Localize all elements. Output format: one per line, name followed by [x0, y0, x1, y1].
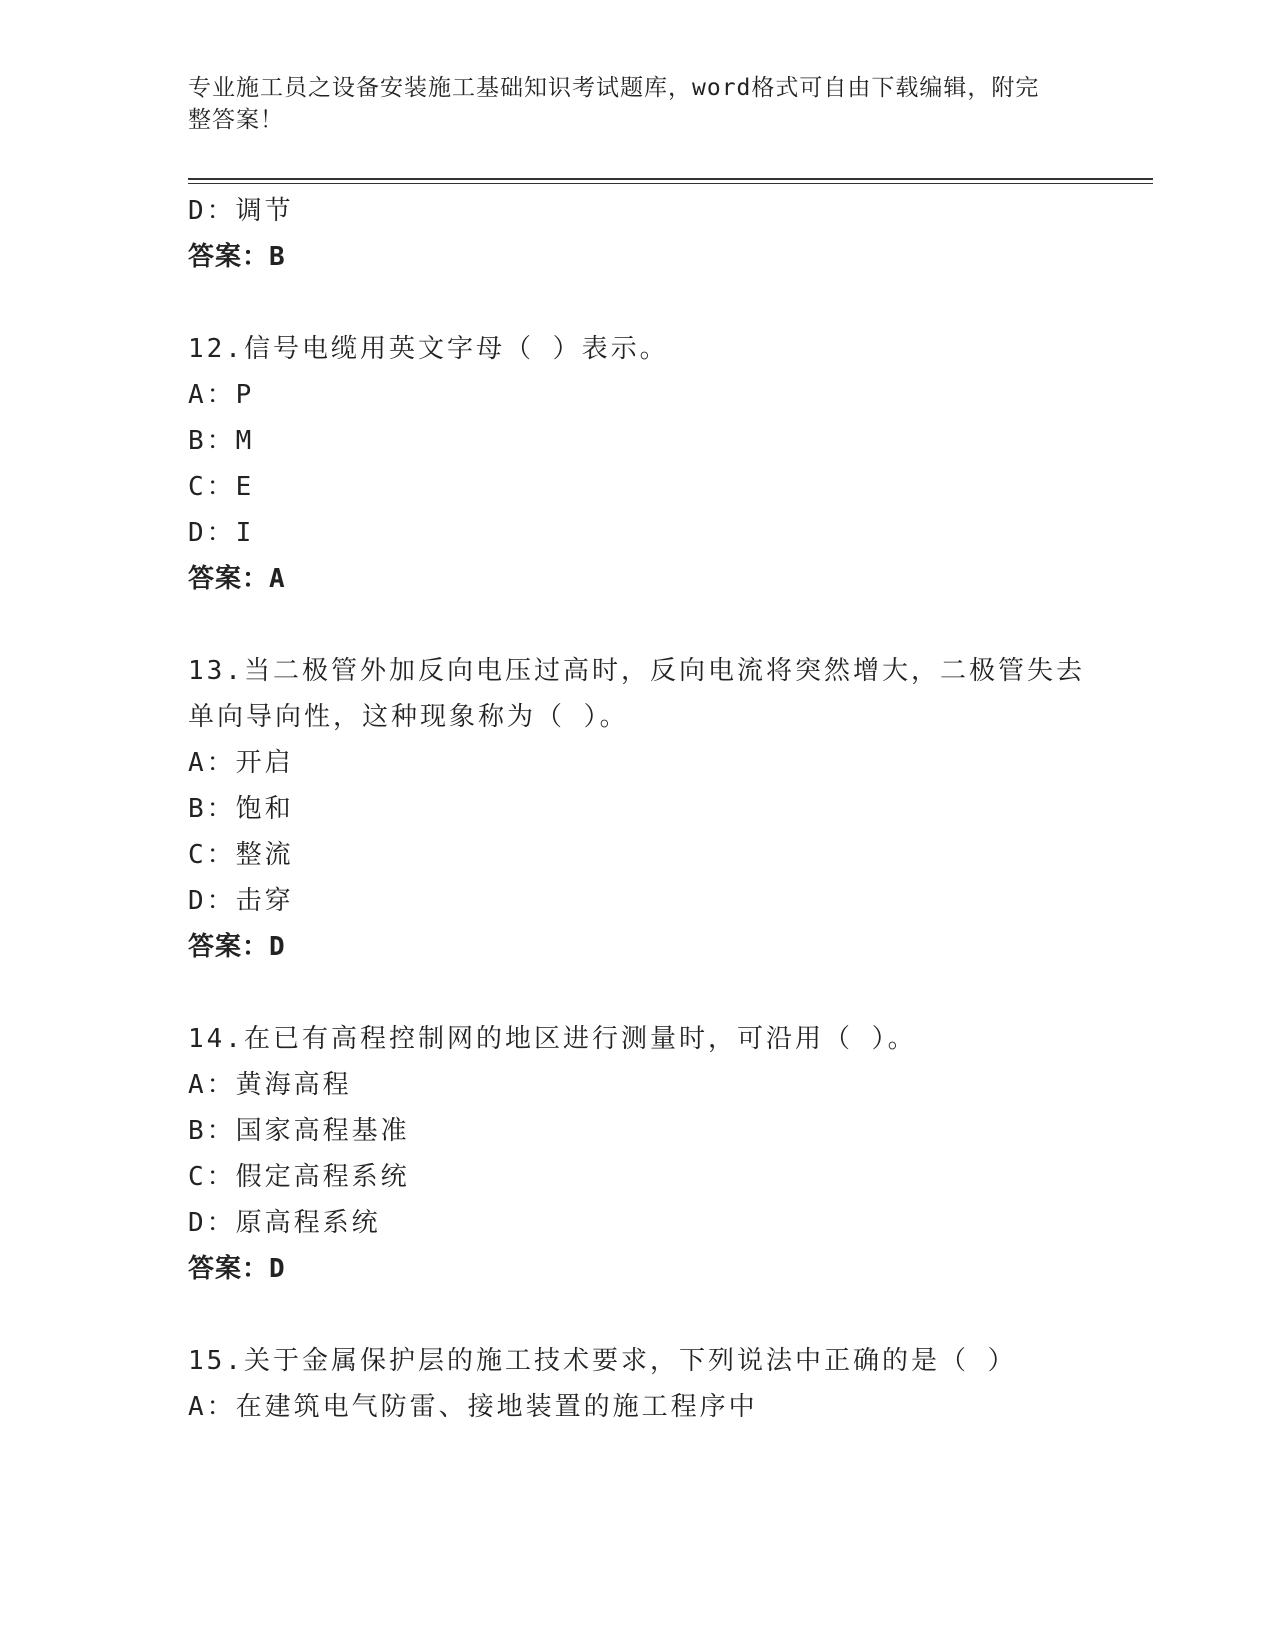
spacer [188, 602, 1153, 648]
option-d: D：I [188, 518, 255, 548]
option-a: A：黄海高程 [188, 1070, 352, 1100]
question-11-fragment [188, 188, 1153, 280]
option-a: A：开启 [188, 748, 294, 778]
document-header [188, 72, 1088, 136]
header-divider-thin [188, 183, 1153, 184]
answer: 答案：D [188, 932, 286, 962]
option-b: B：饱和 [188, 794, 294, 824]
spacer [188, 280, 1153, 326]
question-15 [188, 1338, 1153, 1430]
question-text: 12.信号电缆用英文字母（ ）表示。 [188, 334, 669, 364]
question-text-line-2: 单向导向性，这种现象称为（ ）。 [188, 702, 629, 732]
option-c: C：E [188, 472, 255, 502]
option-c: C：整流 [188, 840, 294, 870]
answer: 答案：D [188, 1254, 286, 1284]
option-d: D：原高程系统 [188, 1208, 381, 1238]
option-b: B：M [188, 426, 255, 456]
question-text: 14.在已有高程控制网的地区进行测量时，可沿用（ ）。 [188, 1024, 917, 1054]
option-d: D：击穿 [188, 886, 294, 916]
question-text: 15.关于金属保护层的施工技术要求，下列说法中正确的是（ ） [188, 1346, 1017, 1376]
option-a: A：在建筑电气防雷、接地装置的施工程序中 [188, 1392, 758, 1422]
spacer [188, 970, 1153, 1016]
question-14 [188, 1016, 1153, 1292]
option-c: C：假定高程系统 [188, 1162, 410, 1192]
answer: 答案：B [188, 242, 286, 272]
spacer [188, 1292, 1153, 1338]
question-text-line-1: 13.当二极管外加反向电压过高时，反向电流将突然增大，二极管失去 [188, 656, 1085, 686]
answer: 答案：A [188, 564, 286, 594]
header-line-1: 专业施工员之设备安装施工基础知识考试题库，word格式可自由下载编辑，附完 [188, 75, 1040, 101]
option-b: B：国家高程基准 [188, 1116, 410, 1146]
header-divider-thick [188, 178, 1153, 180]
question-12 [188, 326, 1153, 602]
header-line-2: 整答案！ [188, 107, 284, 133]
option-d: D：调节 [188, 196, 294, 226]
question-13 [188, 648, 1153, 970]
option-a: A：P [188, 380, 255, 410]
question-list [188, 188, 1153, 1430]
